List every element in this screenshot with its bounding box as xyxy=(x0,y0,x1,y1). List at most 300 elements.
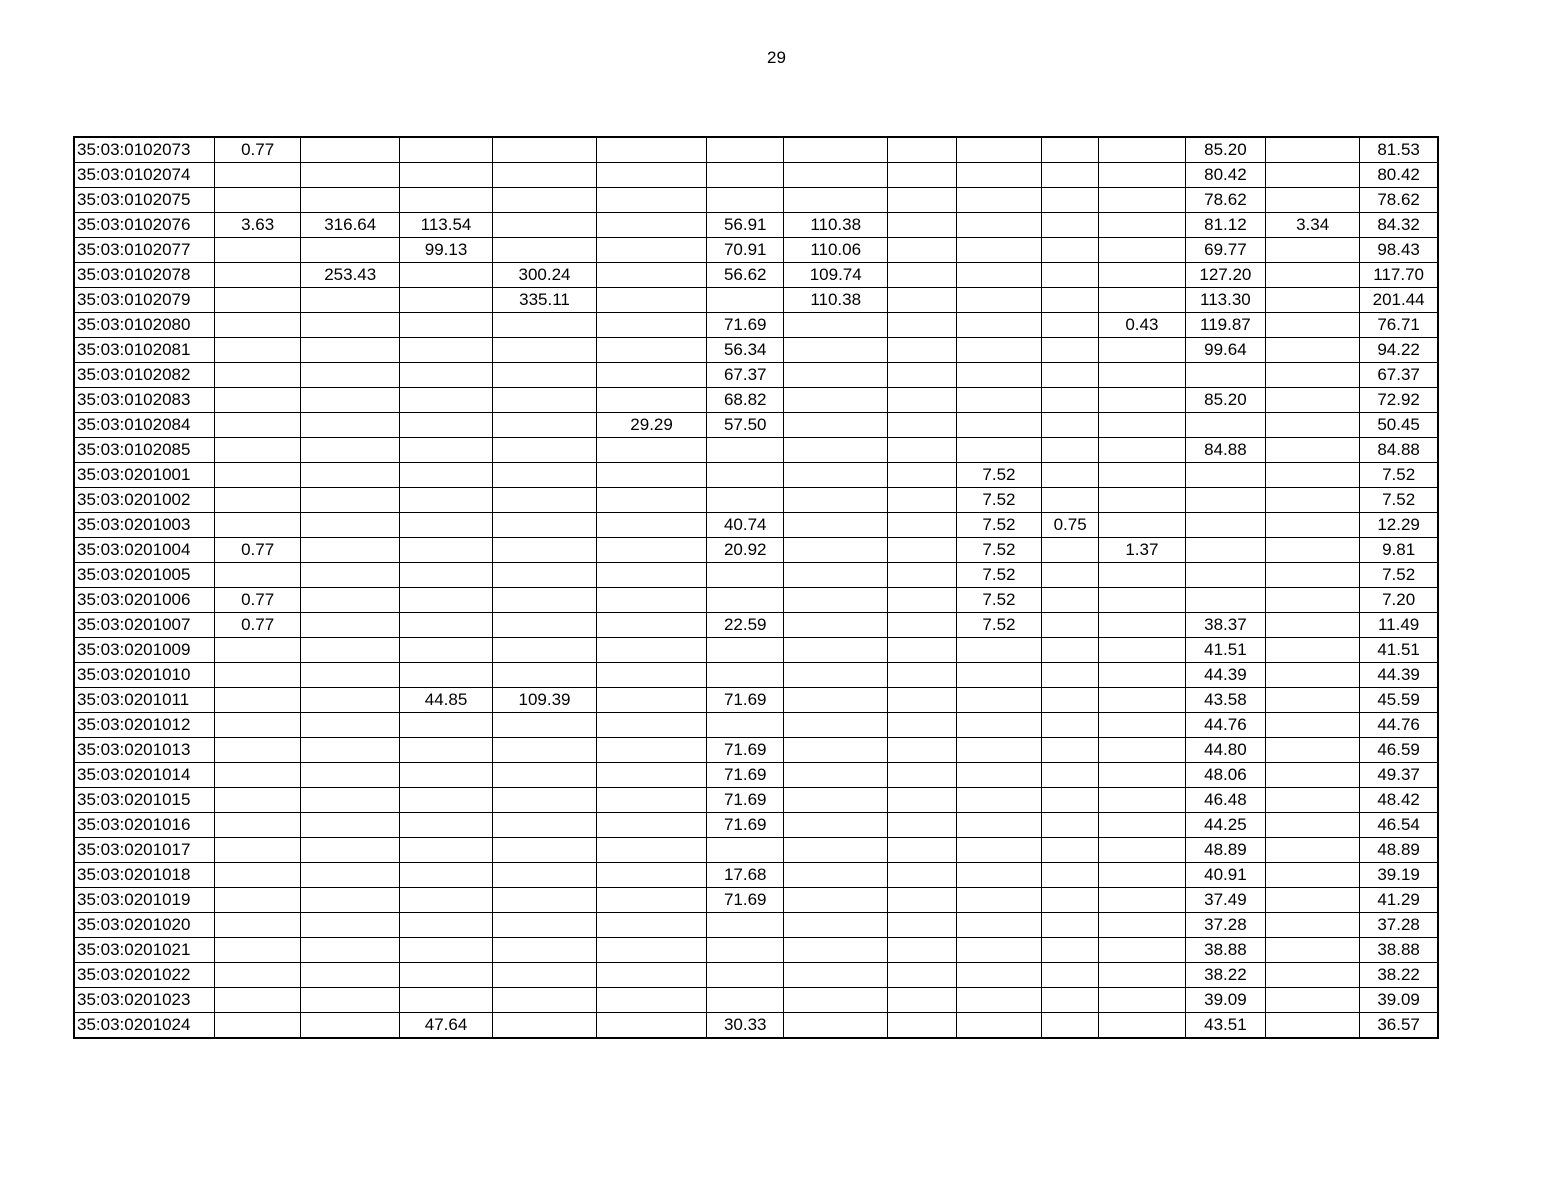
table-cell xyxy=(301,463,399,488)
table-row xyxy=(74,263,1438,288)
table-cell xyxy=(707,163,784,188)
table-row xyxy=(74,338,1438,363)
table-cell xyxy=(1042,563,1099,588)
table-cell xyxy=(888,413,957,438)
table-cell xyxy=(301,938,399,963)
table-cell xyxy=(1266,137,1360,163)
table-cell xyxy=(493,563,597,588)
table-cell xyxy=(399,288,492,313)
table-cell xyxy=(1042,638,1099,663)
table-cell xyxy=(784,788,888,813)
table-cell xyxy=(888,688,957,713)
table-cell: 71.69 xyxy=(707,813,784,838)
table-cell: 56.62 xyxy=(707,263,784,288)
table-cell xyxy=(707,488,784,513)
table-cell: 38.37 xyxy=(1185,613,1265,638)
table-row xyxy=(74,838,1438,863)
table-cell: 39.09 xyxy=(1185,988,1265,1013)
table-cell xyxy=(596,1013,706,1039)
table-cell xyxy=(888,763,957,788)
table-cell xyxy=(1042,938,1099,963)
parcel-id-cell: 35:03:0201001 xyxy=(74,463,214,488)
table-cell xyxy=(707,188,784,213)
table-cell: 41.51 xyxy=(1185,638,1265,663)
table-cell xyxy=(1266,988,1360,1013)
table-cell xyxy=(956,963,1042,988)
table-cell: 7.52 xyxy=(1360,463,1438,488)
data-table xyxy=(73,136,1439,1039)
table-cell xyxy=(888,213,957,238)
table-cell xyxy=(888,813,957,838)
table-cell: 40.91 xyxy=(1185,863,1265,888)
table-cell xyxy=(1042,263,1099,288)
table-cell xyxy=(1185,538,1265,563)
table-cell xyxy=(301,688,399,713)
table-cell xyxy=(399,463,492,488)
table-cell: 12.29 xyxy=(1360,513,1438,538)
table-cell: 49.37 xyxy=(1360,763,1438,788)
table-cell xyxy=(596,538,706,563)
table-cell: 72.92 xyxy=(1360,388,1438,413)
table-row xyxy=(74,863,1438,888)
table-cell xyxy=(1042,163,1099,188)
table-cell xyxy=(1042,438,1099,463)
table-cell xyxy=(214,713,301,738)
table-cell xyxy=(956,238,1042,263)
table-cell xyxy=(1042,338,1099,363)
table-cell xyxy=(301,863,399,888)
table-cell xyxy=(493,913,597,938)
parcel-id-cell: 35:03:0201014 xyxy=(74,763,214,788)
table-cell xyxy=(214,688,301,713)
table-cell xyxy=(596,663,706,688)
table-cell xyxy=(596,338,706,363)
table-cell: 37.28 xyxy=(1360,913,1438,938)
page-number: 29 xyxy=(767,48,786,67)
table-cell xyxy=(956,1013,1042,1039)
table-cell xyxy=(301,988,399,1013)
parcel-id-cell: 35:03:0201024 xyxy=(74,1013,214,1039)
table-cell: 46.48 xyxy=(1185,788,1265,813)
table-cell: 44.39 xyxy=(1360,663,1438,688)
table-cell xyxy=(596,488,706,513)
parcel-id-cell: 35:03:0201003 xyxy=(74,513,214,538)
table-cell xyxy=(214,938,301,963)
table-cell xyxy=(1042,238,1099,263)
parcel-id-cell: 35:03:0102084 xyxy=(74,413,214,438)
table-cell: 38.88 xyxy=(1185,938,1265,963)
table-row xyxy=(74,913,1438,938)
table-cell: 30.33 xyxy=(707,1013,784,1039)
table-cell: 113.54 xyxy=(399,213,492,238)
table-cell: 7.52 xyxy=(956,488,1042,513)
table-cell xyxy=(1042,763,1099,788)
table-cell xyxy=(888,788,957,813)
table-cell xyxy=(1042,913,1099,938)
table-cell: 78.62 xyxy=(1185,188,1265,213)
parcel-id-cell: 35:03:0102073 xyxy=(74,137,214,163)
table-cell xyxy=(493,788,597,813)
table-cell: 3.34 xyxy=(1266,213,1360,238)
table-cell xyxy=(214,988,301,1013)
table-cell xyxy=(1266,488,1360,513)
table-cell xyxy=(596,188,706,213)
table-cell xyxy=(1266,788,1360,813)
table-cell xyxy=(707,963,784,988)
table-cell xyxy=(707,638,784,663)
table-cell xyxy=(1099,363,1186,388)
table-row xyxy=(74,713,1438,738)
table-cell xyxy=(301,1013,399,1039)
table-cell xyxy=(1185,463,1265,488)
table-cell: 117.70 xyxy=(1360,263,1438,288)
table-cell xyxy=(301,288,399,313)
table-cell: 45.59 xyxy=(1360,688,1438,713)
table-cell xyxy=(1099,238,1186,263)
table-cell xyxy=(707,137,784,163)
table-cell xyxy=(399,188,492,213)
table-cell xyxy=(399,363,492,388)
table-cell xyxy=(596,738,706,763)
table-cell xyxy=(596,888,706,913)
table-cell: 1.37 xyxy=(1099,538,1186,563)
table-cell xyxy=(956,988,1042,1013)
table-cell xyxy=(1266,163,1360,188)
table-cell xyxy=(956,363,1042,388)
table-cell xyxy=(399,713,492,738)
table-cell xyxy=(1266,688,1360,713)
table-cell xyxy=(301,713,399,738)
table-cell xyxy=(1099,738,1186,763)
table-cell xyxy=(399,338,492,363)
table-cell: 43.51 xyxy=(1185,1013,1265,1039)
table-cell xyxy=(596,938,706,963)
table-cell xyxy=(1099,163,1186,188)
table-cell xyxy=(1099,338,1186,363)
table-cell xyxy=(784,588,888,613)
table-cell xyxy=(1266,563,1360,588)
table-cell xyxy=(399,438,492,463)
table-cell xyxy=(888,463,957,488)
table-cell xyxy=(493,763,597,788)
table-cell xyxy=(596,563,706,588)
table-cell: 7.52 xyxy=(956,588,1042,613)
table-cell xyxy=(214,313,301,338)
table-cell xyxy=(1185,488,1265,513)
table-cell xyxy=(1042,588,1099,613)
table-cell xyxy=(784,513,888,538)
parcel-id-cell: 35:03:0102074 xyxy=(74,163,214,188)
parcel-id-cell: 35:03:0102076 xyxy=(74,213,214,238)
table-cell: 7.52 xyxy=(1360,488,1438,513)
table-cell: 44.25 xyxy=(1185,813,1265,838)
table-cell xyxy=(784,813,888,838)
table-cell xyxy=(1042,188,1099,213)
table-cell: 17.68 xyxy=(707,863,784,888)
parcel-id-cell: 35:03:0201002 xyxy=(74,488,214,513)
table-cell: 81.53 xyxy=(1360,137,1438,163)
table-cell xyxy=(399,388,492,413)
table-cell xyxy=(1266,363,1360,388)
table-cell xyxy=(301,538,399,563)
table-row xyxy=(74,688,1438,713)
table-cell xyxy=(888,963,957,988)
table-cell: 44.80 xyxy=(1185,738,1265,763)
table-cell xyxy=(493,663,597,688)
table-cell xyxy=(493,813,597,838)
table-cell xyxy=(707,463,784,488)
table-cell: 0.75 xyxy=(1042,513,1099,538)
table-cell xyxy=(1099,263,1186,288)
table-cell xyxy=(214,788,301,813)
table-cell xyxy=(1099,688,1186,713)
table-cell xyxy=(301,363,399,388)
table-cell: 37.28 xyxy=(1185,913,1265,938)
table-cell xyxy=(596,988,706,1013)
table-cell xyxy=(1042,838,1099,863)
parcel-id-cell: 35:03:0102081 xyxy=(74,338,214,363)
table-cell xyxy=(399,788,492,813)
table-cell xyxy=(784,688,888,713)
table-row xyxy=(74,788,1438,813)
table-cell xyxy=(493,538,597,563)
table-cell xyxy=(956,688,1042,713)
table-cell xyxy=(888,263,957,288)
table-cell xyxy=(1099,463,1186,488)
table-cell: 71.69 xyxy=(707,888,784,913)
table-cell: 48.42 xyxy=(1360,788,1438,813)
table-cell xyxy=(596,863,706,888)
table-cell xyxy=(214,438,301,463)
table-row xyxy=(74,563,1438,588)
table-cell xyxy=(1266,638,1360,663)
table-row xyxy=(74,137,1438,163)
table-cell xyxy=(784,863,888,888)
table-cell: 38.88 xyxy=(1360,938,1438,963)
table-cell xyxy=(956,863,1042,888)
table-cell xyxy=(1266,338,1360,363)
table-cell: 78.62 xyxy=(1360,188,1438,213)
table-row xyxy=(74,413,1438,438)
table-cell xyxy=(493,438,597,463)
table-cell xyxy=(707,663,784,688)
table-cell: 110.38 xyxy=(784,213,888,238)
table-cell xyxy=(301,488,399,513)
table-cell: 109.74 xyxy=(784,263,888,288)
table-cell xyxy=(784,988,888,1013)
table-cell: 84.32 xyxy=(1360,213,1438,238)
table-cell: 47.64 xyxy=(399,1013,492,1039)
table-cell xyxy=(493,463,597,488)
table-cell xyxy=(399,838,492,863)
table-cell xyxy=(1042,988,1099,1013)
table-cell xyxy=(1266,888,1360,913)
table-cell: 300.24 xyxy=(493,263,597,288)
table-cell xyxy=(1266,263,1360,288)
table-cell: 7.20 xyxy=(1360,588,1438,613)
table-cell xyxy=(301,388,399,413)
table-cell xyxy=(493,938,597,963)
table-cell xyxy=(301,663,399,688)
table-cell xyxy=(1042,313,1099,338)
table-cell xyxy=(301,238,399,263)
table-cell: 50.45 xyxy=(1360,413,1438,438)
table-cell xyxy=(214,288,301,313)
table-cell xyxy=(493,963,597,988)
table-cell: 0.77 xyxy=(214,588,301,613)
table-cell xyxy=(1042,288,1099,313)
table-cell xyxy=(1266,588,1360,613)
table-cell: 7.52 xyxy=(956,538,1042,563)
table-cell xyxy=(596,838,706,863)
table-cell xyxy=(596,788,706,813)
table-cell xyxy=(493,988,597,1013)
table-cell xyxy=(888,313,957,338)
table-cell xyxy=(1099,613,1186,638)
table-cell xyxy=(1266,438,1360,463)
table-cell xyxy=(888,738,957,763)
table-cell xyxy=(1185,563,1265,588)
table-cell xyxy=(399,163,492,188)
table-cell xyxy=(1099,938,1186,963)
table-cell: 44.39 xyxy=(1185,663,1265,688)
table-cell xyxy=(301,838,399,863)
table-cell xyxy=(1266,1013,1360,1039)
table-cell: 69.77 xyxy=(1185,238,1265,263)
parcel-id-cell: 35:03:0201019 xyxy=(74,888,214,913)
parcel-id-cell: 35:03:0201015 xyxy=(74,788,214,813)
table-row xyxy=(74,363,1438,388)
table-cell xyxy=(214,563,301,588)
table-cell xyxy=(214,188,301,213)
table-cell xyxy=(784,488,888,513)
table-cell xyxy=(301,888,399,913)
parcel-id-cell: 35:03:0201010 xyxy=(74,663,214,688)
table-cell xyxy=(1099,913,1186,938)
table-cell: 85.20 xyxy=(1185,388,1265,413)
table-cell: 7.52 xyxy=(1360,563,1438,588)
table-cell: 0.77 xyxy=(214,538,301,563)
table-cell xyxy=(1099,838,1186,863)
table-cell xyxy=(956,913,1042,938)
table-cell: 70.91 xyxy=(707,238,784,263)
parcel-id-cell: 35:03:0201022 xyxy=(74,963,214,988)
table-cell xyxy=(399,863,492,888)
table-cell xyxy=(1099,488,1186,513)
parcel-id-cell: 35:03:0201023 xyxy=(74,988,214,1013)
table-cell xyxy=(1042,613,1099,638)
table-cell xyxy=(784,913,888,938)
table-cell xyxy=(888,163,957,188)
table-cell xyxy=(493,613,597,638)
table-cell xyxy=(214,863,301,888)
table-cell xyxy=(1266,763,1360,788)
table-cell: 36.57 xyxy=(1360,1013,1438,1039)
table-row xyxy=(74,313,1438,338)
table-row xyxy=(74,988,1438,1013)
table-cell: 44.85 xyxy=(399,688,492,713)
table-cell: 38.22 xyxy=(1185,963,1265,988)
table-cell xyxy=(399,988,492,1013)
table-cell xyxy=(596,163,706,188)
table-cell xyxy=(1099,888,1186,913)
table-row xyxy=(74,288,1438,313)
table-cell xyxy=(888,588,957,613)
table-cell xyxy=(214,463,301,488)
table-cell: 71.69 xyxy=(707,788,784,813)
table-cell: 0.43 xyxy=(1099,313,1186,338)
table-cell: 38.22 xyxy=(1360,963,1438,988)
table-cell xyxy=(1099,638,1186,663)
table-cell xyxy=(493,388,597,413)
table-cell xyxy=(707,288,784,313)
table-cell: 0.77 xyxy=(214,613,301,638)
table-cell xyxy=(784,938,888,963)
table-cell: 46.54 xyxy=(1360,813,1438,838)
table-cell xyxy=(214,638,301,663)
table-cell: 71.69 xyxy=(707,688,784,713)
table-cell xyxy=(888,188,957,213)
table-cell xyxy=(707,988,784,1013)
table-cell xyxy=(596,613,706,638)
table-cell xyxy=(1266,513,1360,538)
table-cell xyxy=(399,588,492,613)
table-cell: 71.69 xyxy=(707,738,784,763)
table-cell: 67.37 xyxy=(707,363,784,388)
table-cell xyxy=(214,738,301,763)
table-cell xyxy=(493,313,597,338)
table-cell: 20.92 xyxy=(707,538,784,563)
parcel-id-cell: 35:03:0201009 xyxy=(74,638,214,663)
parcel-id-cell: 35:03:0201017 xyxy=(74,838,214,863)
table-cell xyxy=(784,613,888,638)
table-cell xyxy=(214,663,301,688)
table-row xyxy=(74,238,1438,263)
table-cell: 56.34 xyxy=(707,338,784,363)
table-cell xyxy=(1099,288,1186,313)
table-cell xyxy=(784,738,888,763)
table-cell xyxy=(493,238,597,263)
table-cell: 7.52 xyxy=(956,513,1042,538)
table-cell xyxy=(596,288,706,313)
table-cell xyxy=(1099,988,1186,1013)
table-cell xyxy=(707,588,784,613)
table-cell: 0.77 xyxy=(214,137,301,163)
table-cell: 127.20 xyxy=(1185,263,1265,288)
table-cell xyxy=(1266,938,1360,963)
table-cell xyxy=(596,388,706,413)
table-cell xyxy=(214,413,301,438)
table-row xyxy=(74,638,1438,663)
table-cell: 109.39 xyxy=(493,688,597,713)
table-cell xyxy=(399,513,492,538)
table-cell: 22.59 xyxy=(707,613,784,638)
table-cell xyxy=(493,513,597,538)
table-cell xyxy=(888,638,957,663)
table-cell xyxy=(1266,238,1360,263)
table-row xyxy=(74,188,1438,213)
table-cell xyxy=(596,638,706,663)
table-cell xyxy=(956,713,1042,738)
table-cell xyxy=(1099,963,1186,988)
table-cell xyxy=(956,338,1042,363)
parcel-id-cell: 35:03:0201004 xyxy=(74,538,214,563)
table-cell: 48.89 xyxy=(1360,838,1438,863)
table-cell xyxy=(493,638,597,663)
table-cell xyxy=(214,838,301,863)
table-row xyxy=(74,888,1438,913)
table-cell xyxy=(301,738,399,763)
